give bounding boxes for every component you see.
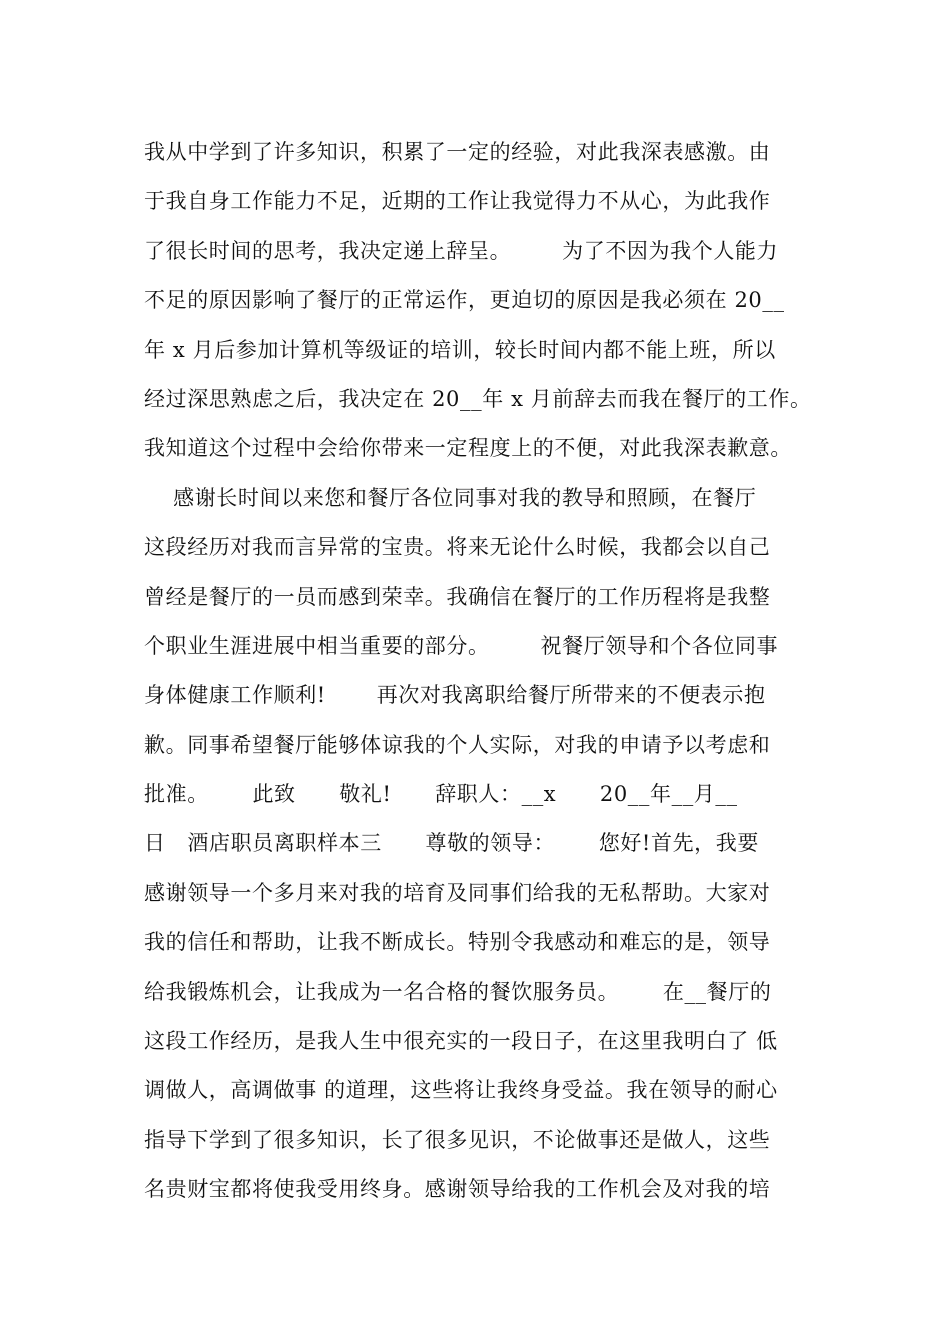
text-line: 感谢领导一个多月来对我的培育及同事们给我的无私帮助。大家对 bbox=[144, 880, 771, 905]
text-line: 曾经是餐厅的一员而感到荣幸。我确信在餐厅的工作历程将是我整 bbox=[144, 584, 771, 609]
document-body bbox=[144, 128, 824, 1215]
text-line: 年 x 月后参加计算机等级证的培训，较长时间内都不能上班，所以 bbox=[144, 337, 776, 362]
text-line: 个职业生涯进展中相当重要的部分。 祝餐厅领导和个各位同事 bbox=[144, 633, 779, 658]
text-line: 我知道这个过程中会给你带来一定程度上的不便，对此我深表歉意。 bbox=[144, 436, 792, 461]
text-line: 批准。 此致 敬礼! 辞职人：__x 20__年__月__ bbox=[144, 782, 738, 807]
text-line: 日 酒店职员离职样本三 尊敬的领导： 您好!首先，我要 bbox=[144, 831, 759, 856]
text-line: 身体健康工作顺利! 再次对我离职给餐厅所带来的不便表示抱 bbox=[144, 683, 766, 708]
text-line: 我的信任和帮助，让我不断成长。特别令我感动和难忘的是，领导 bbox=[144, 930, 771, 955]
text-line: 调做人，高调做事 的道理，这些将让我终身受益。我在领导的耐心 bbox=[144, 1078, 778, 1103]
text-line: 不足的原因影响了餐厅的正常运作，更迫切的原因是我必须在 20__ bbox=[144, 288, 785, 313]
text-line: 给我锻炼机会，让我成为一名合格的餐饮服务员。 在__餐厅的 bbox=[144, 979, 772, 1004]
text-line: 了很长时间的思考，我决定递上辞呈。 为了不因为我个人能力 bbox=[144, 238, 779, 263]
text-line: 于我自身工作能力不足，近期的工作让我觉得力不从心，为此我作 bbox=[144, 189, 771, 214]
text-line: 经过深思熟虑之后，我决定在 20__年 x 月前辞去而我在餐厅的工作。 bbox=[144, 386, 812, 411]
text-line: 我从中学到了许多知识，积累了一定的经验，对此我深表感激。由 bbox=[144, 140, 771, 164]
text-line: 歉。同事希望餐厅能够体谅我的个人实际，对我的申请予以考虑和 bbox=[144, 732, 771, 757]
text-line: 名贵财宝都将使我受用终身。感谢领导给我的工作机会及对我的培 bbox=[144, 1177, 771, 1202]
text-line: 这段经历对我而言异常的宝贵。将来无论什么时候，我都会以自己 bbox=[144, 535, 771, 560]
text-line: 指导下学到了很多知识，长了很多见识，不论做事还是做人，这些 bbox=[144, 1127, 771, 1152]
text-line: 这段工作经历，是我人生中很充实的一段日子，在这里我明白了 低 bbox=[144, 1029, 778, 1054]
text-line: 感谢长时间以来您和餐厅各位同事对我的教导和照顾，在餐厅 bbox=[144, 485, 757, 510]
